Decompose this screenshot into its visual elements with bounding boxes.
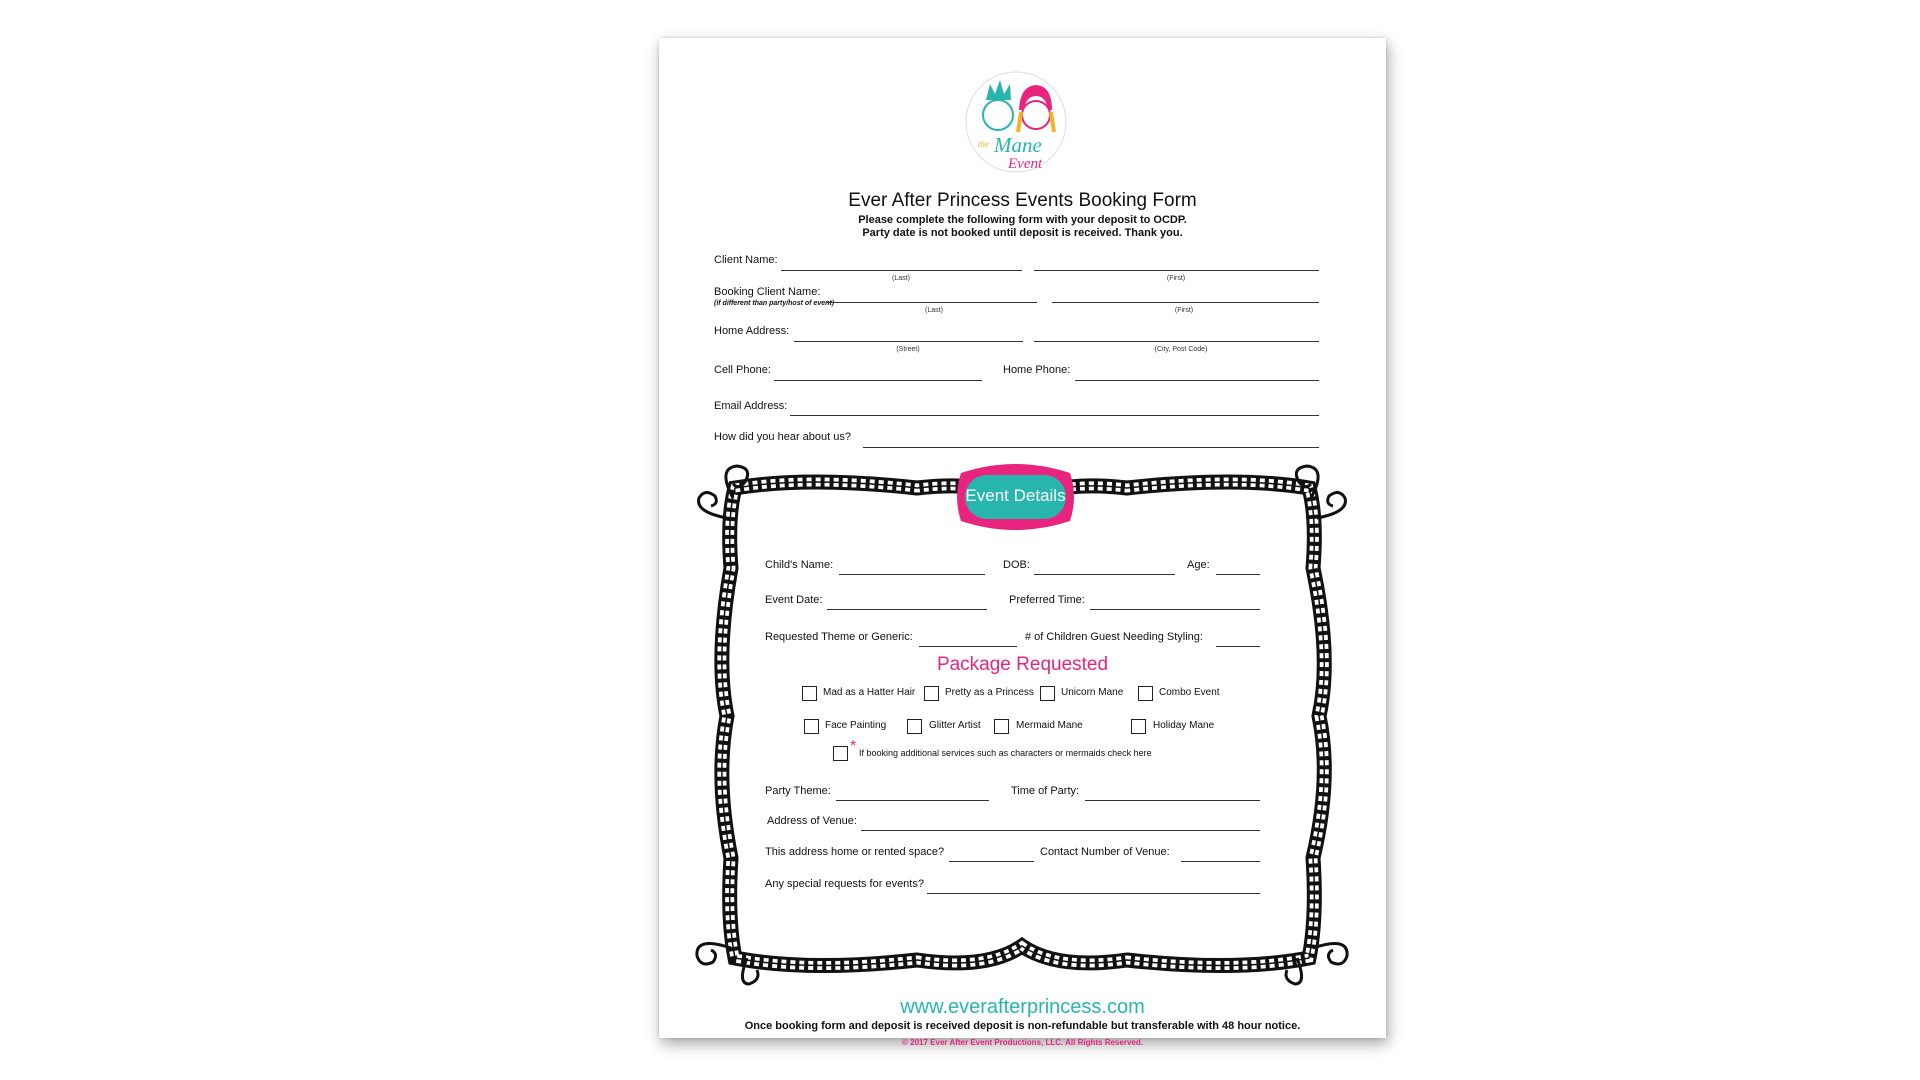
city-caption: (City, Post Code): [1154, 346, 1208, 353]
mad-hatter-label: Mad as a Hatter Hair: [823, 687, 916, 698]
childs-name-field[interactable]: [839, 574, 985, 575]
theme-generic-label: Requested Theme or Generic:: [765, 631, 913, 643]
unicorn-mane-checkbox[interactable]: [1040, 686, 1055, 701]
dob-field[interactable]: [1034, 574, 1175, 575]
age-field[interactable]: [1216, 574, 1260, 575]
home-or-rented-label: This address home or rented space?: [765, 846, 945, 858]
unicorn-mane-label: Unicorn Mane: [1061, 687, 1124, 698]
home-street-field[interactable]: [794, 341, 1023, 342]
client-last-name-field[interactable]: [781, 270, 1022, 271]
event-date-label: Event Date:: [765, 594, 823, 606]
preferred-time-field[interactable]: [1090, 609, 1260, 610]
cell-phone-label: Cell Phone:: [714, 364, 771, 376]
booking-form-page: [659, 38, 1386, 1047]
time-of-party-label: Time of Party:: [1011, 785, 1080, 797]
additional-services-checkbox[interactable]: [833, 746, 848, 761]
logo-event-text: Event: [1008, 156, 1043, 172]
special-requests-label: Any special requests for events?: [765, 878, 924, 890]
logo-the-text: the: [978, 139, 989, 149]
pretty-princess-label: Pretty as a Princess: [945, 687, 1034, 698]
package-requested-title: Package Requested: [936, 654, 1109, 675]
website-url[interactable]: www.everafterprincess.com: [900, 996, 1145, 1018]
booking-last-caption: (Last): [925, 307, 943, 314]
intro-line-2: Party date is not booked until deposit is received. Thank you.: [862, 227, 1183, 239]
mad-hatter-checkbox[interactable]: [802, 686, 817, 701]
party-theme-label: Party Theme:: [765, 785, 831, 797]
glitter-artist-checkbox[interactable]: [907, 719, 922, 734]
age-label: Age:: [1187, 559, 1210, 571]
address-venue-label: Address of Venue:: [767, 815, 857, 827]
event-date-field[interactable]: [827, 609, 987, 610]
copyright: © 2017 Ever After Event Productions, LLC. All Rights Reserved.: [902, 1038, 1143, 1047]
home-phone-field[interactable]: [1075, 380, 1319, 381]
children-count-field[interactable]: [1216, 646, 1260, 647]
deposit-notice: Once booking form and deposit is received deposit is non-refundable but transferable with 48 hour notice.: [744, 1020, 1301, 1032]
glitter-artist-label: Glitter Artist: [929, 720, 981, 731]
heard-about-label: How did you hear about us?: [714, 431, 851, 443]
home-address-label: Home Address:: [714, 325, 790, 337]
holiday-mane-checkbox[interactable]: [1131, 719, 1146, 734]
required-star: *: [850, 738, 857, 755]
home-city-field[interactable]: [1034, 341, 1319, 342]
cell-phone-field[interactable]: [774, 380, 982, 381]
email-field[interactable]: [790, 415, 1319, 416]
home-or-rented-field[interactable]: [949, 861, 1034, 862]
childs-name-label: Child's Name:: [765, 559, 834, 571]
combo-event-label: Combo Event: [1159, 687, 1220, 698]
preferred-time-label: Preferred Time:: [1009, 594, 1085, 606]
street-caption: (Street): [896, 346, 920, 353]
children-count-label: # of Children Guest Needing Styling:: [1025, 631, 1203, 643]
contact-venue-label: Contact Number of Venue:: [1040, 846, 1170, 858]
booking-last-name-field[interactable]: [827, 302, 1037, 303]
special-requests-field[interactable]: [927, 893, 1260, 894]
holiday-mane-label: Holiday Mane: [1153, 720, 1215, 731]
client-name-label: Client Name:: [714, 254, 778, 266]
email-label: Email Address:: [714, 400, 788, 412]
home-phone-label: Home Phone:: [1003, 364, 1071, 376]
client-last-caption: (Last): [892, 275, 910, 282]
booking-first-caption: (First): [1174, 307, 1194, 314]
face-painting-checkbox[interactable]: [804, 719, 819, 734]
contact-venue-field[interactable]: [1181, 861, 1260, 862]
mermaid-mane-label: Mermaid Mane: [1016, 720, 1083, 731]
heard-about-field[interactable]: [863, 447, 1319, 448]
intro-line-1: Please complete the following form with your deposit to OCDP.: [858, 214, 1187, 226]
face-painting-label: Face Painting: [825, 720, 887, 731]
mermaid-mane-checkbox[interactable]: [994, 719, 1009, 734]
booking-first-name-field[interactable]: [1052, 302, 1319, 303]
time-of-party-field[interactable]: [1085, 800, 1260, 801]
event-details-title: Event Details: [965, 486, 1066, 505]
mane-event-logo: [964, 70, 1069, 175]
booking-client-note: (if different than party/host of event): [714, 300, 835, 307]
combo-event-checkbox[interactable]: [1138, 686, 1153, 701]
additional-services-label: If booking additional services such as characters or mermaids check here: [859, 748, 1152, 758]
party-theme-field[interactable]: [836, 800, 989, 801]
pretty-princess-checkbox[interactable]: [924, 686, 939, 701]
dob-label: DOB:: [1003, 559, 1030, 571]
form-title: Ever After Princess Events Booking Form: [848, 190, 1197, 211]
theme-generic-field[interactable]: [919, 646, 1017, 647]
logo-mane-text: Mane: [994, 133, 1042, 157]
address-venue-field[interactable]: [861, 830, 1260, 831]
booking-client-name-label: Booking Client Name:: [714, 286, 821, 298]
client-first-name-field[interactable]: [1034, 270, 1319, 271]
client-first-caption: (First): [1166, 275, 1186, 282]
